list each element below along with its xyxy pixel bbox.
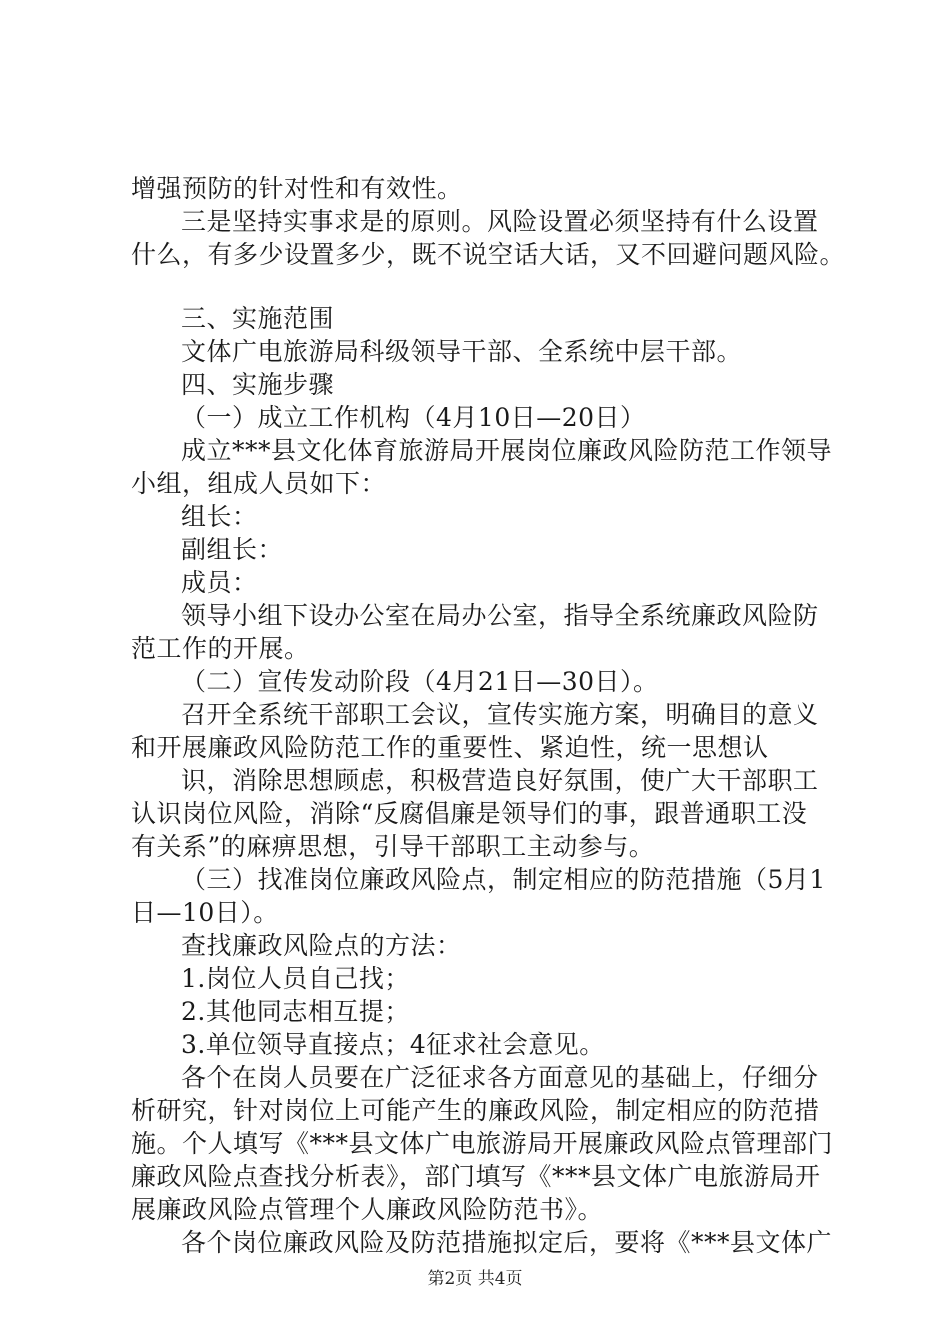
list-item: 3.单位领导直接点；4征求社会意见。 <box>181 1030 605 1059</box>
text-line: 展廉政风险点管理个人廉政风险防范书》。 <box>131 1195 604 1224</box>
list-item: 2.其他同志相互提； <box>181 997 410 1026</box>
text-line: 组长： <box>181 502 258 531</box>
document-body <box>131 172 846 1259</box>
text-line: 范工作的开展。 <box>131 634 310 663</box>
text-line: 文体广电旅游局科级领导干部、全系统中层干部。 <box>181 337 743 366</box>
text-line: 析研究，针对岗位上可能产生的廉政风险，制定相应的防范措 <box>131 1096 820 1125</box>
text-line: 什么，有多少设置多少，既不说空话大话，又不回避问题风险。 <box>131 240 846 269</box>
text-line: 领导小组下设办公室在局办公室，指导全系统廉政风险防 <box>181 601 819 630</box>
section-heading: 四、实施步骤 <box>181 370 335 399</box>
text-line: 施。个人填写《***县文体广电旅游局开展廉政风险点管理部门 <box>131 1129 834 1158</box>
text-line: 识，消除思想顾虑，积极营造良好氛围，使广大干部职工 <box>181 766 819 795</box>
subsection-heading: （一）成立工作机构（4月10日—20日） <box>181 403 646 432</box>
text-line: 和开展廉政风险防范工作的重要性、紧迫性，统一思想认 <box>131 733 769 762</box>
text-line: 廉政风险点查找分析表》，部门填写《***县文体广电旅游局开 <box>131 1162 821 1191</box>
text-line: 成员： <box>181 568 258 597</box>
list-item: 1.岗位人员自己找； <box>181 964 410 993</box>
text-line: 增强预防的针对性和有效性。 <box>131 174 463 203</box>
section-heading: 三、实施范围 <box>181 304 335 333</box>
paragraph-gap <box>131 271 831 302</box>
text-line: 召开全系统干部职工会议，宣传实施方案，明确目的意义 <box>181 700 819 729</box>
text-line: 各个岗位廉政风险及防范措施拟定后，要将《***县文体广 <box>181 1228 833 1257</box>
text-line: 有关系”的麻痹思想，引导干部职工主动参与。 <box>131 832 655 861</box>
subsection-heading: （三）找准岗位廉政风险点，制定相应的防范措施（5月1 <box>181 865 826 894</box>
text-line: 小组，组成人员如下： <box>131 469 387 498</box>
text-line: 认识岗位风险，消除“反腐倡廉是领导们的事，跟普通职工没 <box>131 799 808 828</box>
page-footer: 第2页 共4页 <box>427 1269 523 1289</box>
text-line: 成立***县文化体育旅游局开展岗位廉政风险防范工作领导 <box>181 436 833 465</box>
text-line: 副组长： <box>181 535 284 564</box>
text-line: 日—10日）。 <box>131 898 279 927</box>
text-line: 各个在岗人员要在广泛征求各方面意见的基础上，仔细分 <box>181 1063 819 1092</box>
text-line: 三是坚持实事求是的原则。风险设置必须坚持有什么设置 <box>181 207 819 236</box>
text-line: 查找廉政风险点的方法： <box>181 931 462 960</box>
subsection-heading: （二）宣传发动阶段（4月21日—30日）。 <box>181 667 659 696</box>
